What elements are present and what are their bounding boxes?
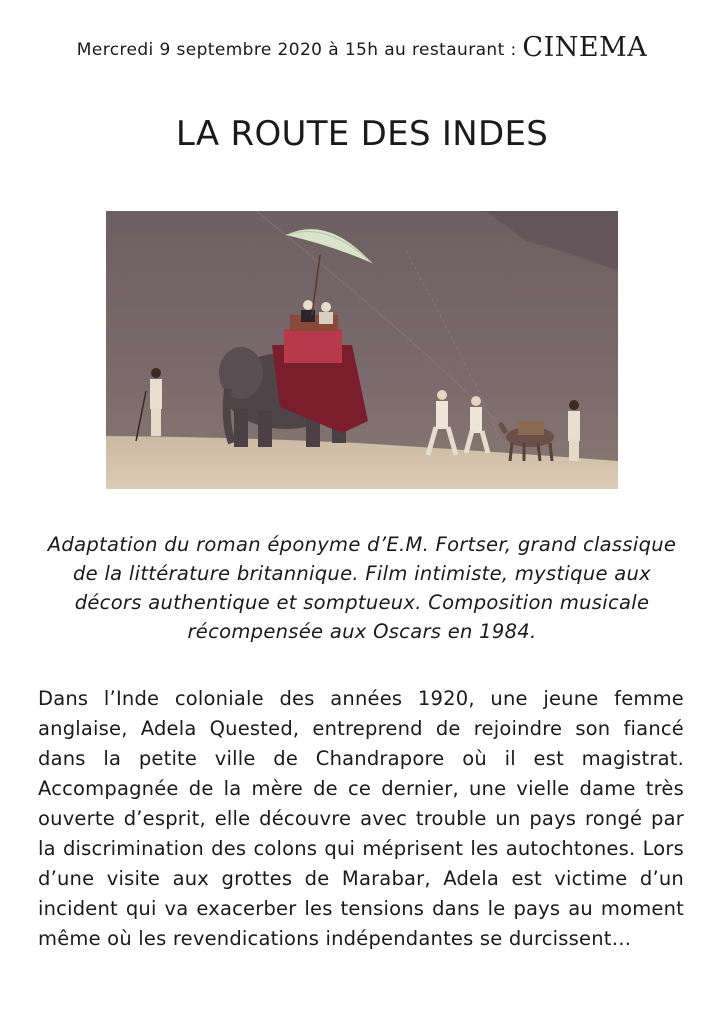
event-date-line: Mercredi 9 septembre 2020 à 15h au restaurant : — [76, 40, 523, 60]
event-header — [0, 32, 724, 63]
film-synopsis: Dans l’Inde coloniale des années 1920, une jeune femme anglaise, Adela Quested, entreprend de rejoindre son fiancé dans la petite ville de Chandrapore où il est magistrat. Accompagnée de la mère de ce dernier, une vielle dame très ouverte d’esprit, elle découvre avec trouble un pays rongé par la discrimination des colons qui méprisent les autochtones. Lors d’une visite aux grottes de Marabar, Adela est victime d’un incident qui va exacerber les tensions dans le pays au moment même où les revendications indépendantes se durcissent… — [38, 687, 684, 950]
film-still-image — [106, 211, 618, 489]
film-tagline: Adaptation du roman éponyme d’E.M. Fortser, grand classique de la littérature britannique. Film intimiste, mystique aux décors authentique et somptueux. Composition musicale récompensée aux Oscars en 1984. — [47, 533, 677, 643]
event-category: CINEMA — [522, 32, 648, 63]
film-title: LA ROUTE DES INDES — [175, 114, 549, 154]
